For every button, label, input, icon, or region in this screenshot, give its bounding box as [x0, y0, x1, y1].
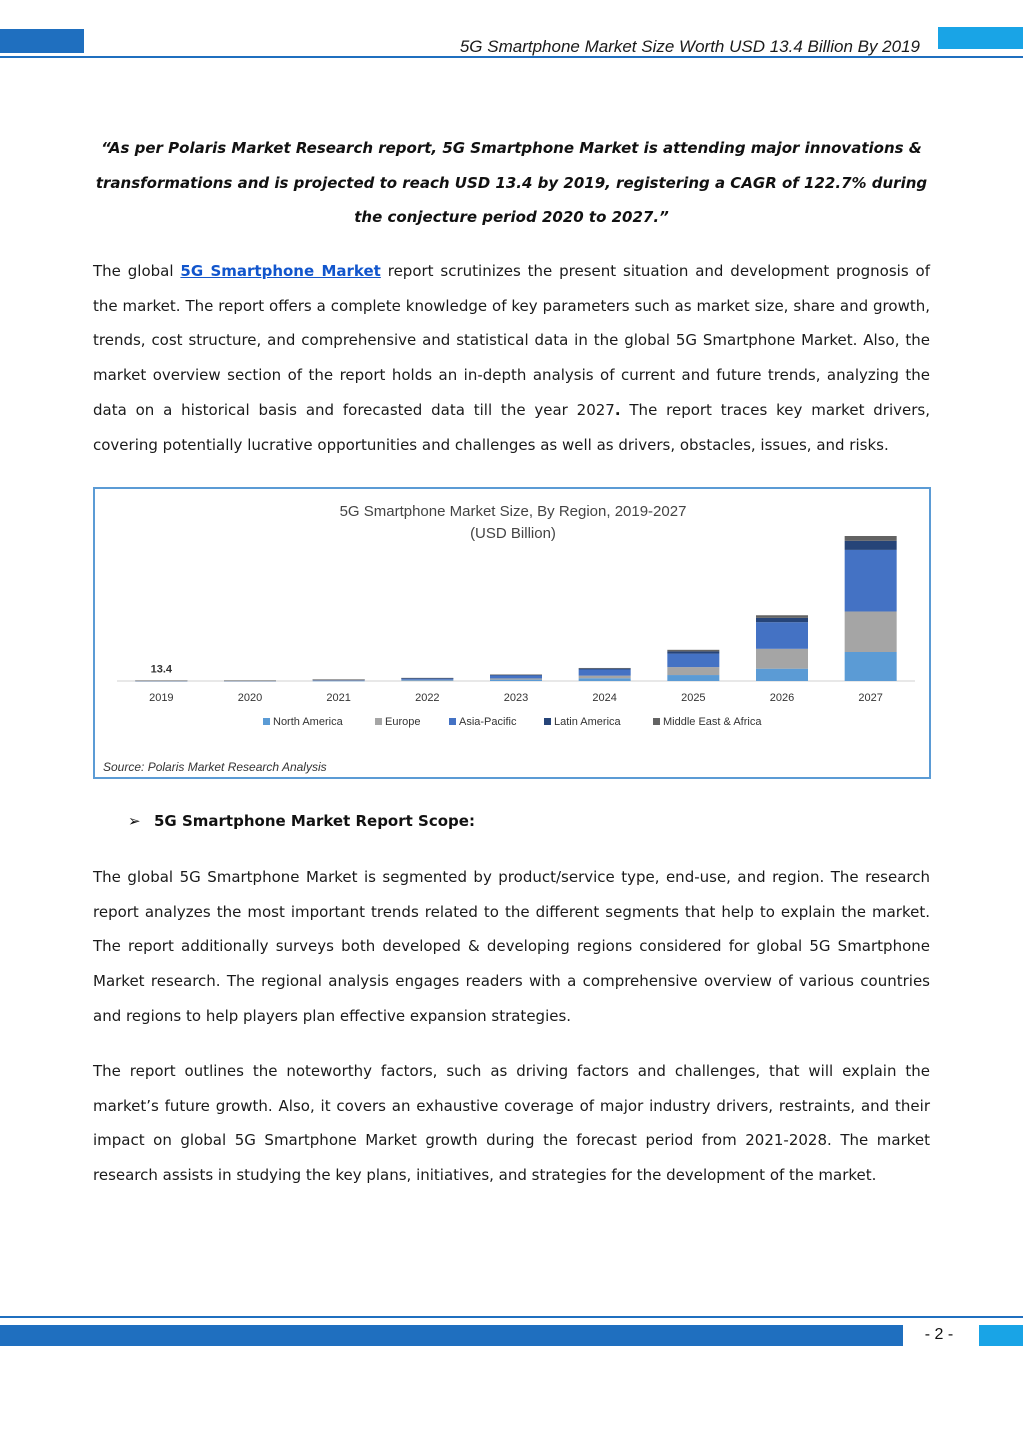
bar-segment	[756, 615, 808, 618]
data-label: 13.4	[150, 663, 173, 676]
footer-accent-block-right	[979, 1325, 1023, 1346]
x-tick-label: 2022	[415, 692, 440, 704]
bar-segment	[845, 652, 897, 681]
bar-segment	[756, 649, 808, 669]
x-tick-label: 2021	[326, 692, 351, 704]
scope-heading	[128, 812, 475, 830]
x-tick-label: 2019	[149, 692, 174, 704]
bar-segment	[756, 618, 808, 622]
intro-paragraph	[93, 254, 930, 462]
header-accent-block-left	[0, 29, 84, 53]
bar-segment	[490, 675, 542, 678]
x-tick-label: 2026	[769, 692, 795, 704]
bar-segment	[579, 678, 631, 681]
market-report-link[interactable]: 5G Smartphone Market	[180, 262, 381, 280]
chart-bars	[117, 536, 915, 681]
bar-segment	[579, 669, 631, 675]
legend-label: North America	[273, 716, 343, 728]
x-tick-label: 2023	[503, 692, 529, 704]
scope-heading-text: 5G Smartphone Market Report Scope:	[154, 812, 475, 830]
intro-tail: The report traces key market drivers, covering potentially lucrative opportunities and challenges as well as drivers, obstacles, issues, and risks.	[93, 400, 930, 454]
bar-segment	[224, 680, 276, 681]
bar-segment	[667, 667, 719, 675]
intro-quote: “As per Polaris Market Research report, 5G Smartphone Market is attending major innovations & transformations and is projected to reach USD 13.4 by 2019, registering a CAGR of 122.7% during the conjecture period 2020 to 2027.”	[95, 139, 928, 226]
legend-item	[263, 716, 344, 728]
bar-segment	[490, 674, 542, 675]
bar-segment	[667, 654, 719, 668]
legend-swatch	[449, 718, 456, 725]
bar-segment	[579, 669, 631, 670]
bar-segment	[401, 680, 453, 681]
x-tick-label: 2020	[237, 692, 263, 704]
market-size-chart	[93, 487, 931, 779]
legend-item	[375, 716, 420, 728]
x-tick-label: 2025	[681, 692, 706, 704]
bar-segment	[667, 651, 719, 653]
bar-segment	[667, 650, 719, 652]
legend-swatch	[375, 718, 382, 725]
intro-rest: report scrutinizes the present situation and development prognosis of the market. The report offers a complete knowledge of key parameters such as market size, share and growth, trends, cost structure, and comprehensive and statistical data in the global 5G Smartphone Market. Also, the market overview section of the report holds an in-depth analysis of current and future trends, analyzing the data on a historical basis and forecasted data till the year 2027	[93, 262, 930, 419]
bar-segment	[135, 680, 187, 681]
legend-label: Asia-Pacific	[459, 716, 517, 728]
chart-source: Source: Polaris Market Research Analysis	[103, 760, 327, 774]
chart-title: 5G Smartphone Market Size, By Region, 2019-2027	[339, 503, 687, 520]
bar-segment	[313, 679, 365, 680]
chart-subtitle: (USD Billion)	[470, 525, 556, 542]
arrow-bullet-icon: ➢	[128, 812, 141, 830]
bar-segment	[845, 536, 897, 541]
legend-label: Middle East & Africa	[663, 716, 762, 728]
legend-item	[449, 716, 517, 728]
bar-segment	[845, 541, 897, 550]
bar-segment	[579, 668, 631, 669]
bar-segment	[756, 669, 808, 681]
bar-segment	[490, 680, 542, 681]
chart-legend	[263, 716, 762, 728]
legend-swatch	[544, 718, 551, 725]
legend-label: Europe	[385, 716, 421, 728]
bar-segment	[401, 680, 453, 681]
factors-paragraph: The report outlines the noteworthy factors, such as driving factors and challenges, that will explain the market’s future growth. Also, it covers an exhaustive coverage of major industry drivers, restraints, and their impact on global 5G Smartphone Market growth during the forecast period from 2021-2028. The market research assists in studying the key plans, initiatives, and strategies for the development of the market.	[93, 1062, 930, 1185]
scope-paragraph: The global 5G Smartphone Market is segmented by product/service type, end-use, and region. The research report analyzes the most important trends related to the different segments that help to explain the market. The report additionally surveys both developed & developing regions considered for global 5G Smartphone Market research. The regional analysis engages readers with a comprehensive overview of various countries and regions to help players plan effective expansion strategies.	[93, 868, 930, 1025]
header-accent-block-right	[938, 27, 1023, 49]
chart-data-labels	[151, 663, 173, 675]
x-tick-label: 2027	[858, 692, 883, 704]
page-number: - 2 -	[924, 1326, 954, 1343]
bar-segment	[667, 675, 719, 681]
bar-segment	[579, 676, 631, 679]
chart-canvas	[95, 489, 929, 777]
footer-bar	[0, 1325, 903, 1346]
legend-swatch	[653, 718, 660, 725]
bar-segment	[401, 678, 453, 679]
legend-swatch	[263, 718, 270, 725]
intro-dot: .	[614, 400, 621, 419]
bar-segment	[490, 678, 542, 679]
x-tick-label: 2024	[592, 692, 617, 704]
footer-rule	[0, 1316, 1023, 1318]
bar-segment	[313, 680, 365, 681]
bar-segment	[756, 622, 808, 649]
header-title: 5G Smartphone Market Size Worth USD 13.4 Billion By 2019	[459, 37, 920, 56]
header-rule	[0, 56, 1023, 58]
intro-prefix: The global	[93, 262, 181, 280]
bar-segment	[845, 611, 897, 652]
legend-label: Latin America	[554, 716, 621, 728]
legend-item	[653, 716, 762, 728]
chart-x-labels	[149, 692, 883, 704]
bar-segment	[845, 550, 897, 612]
legend-item	[544, 716, 622, 728]
